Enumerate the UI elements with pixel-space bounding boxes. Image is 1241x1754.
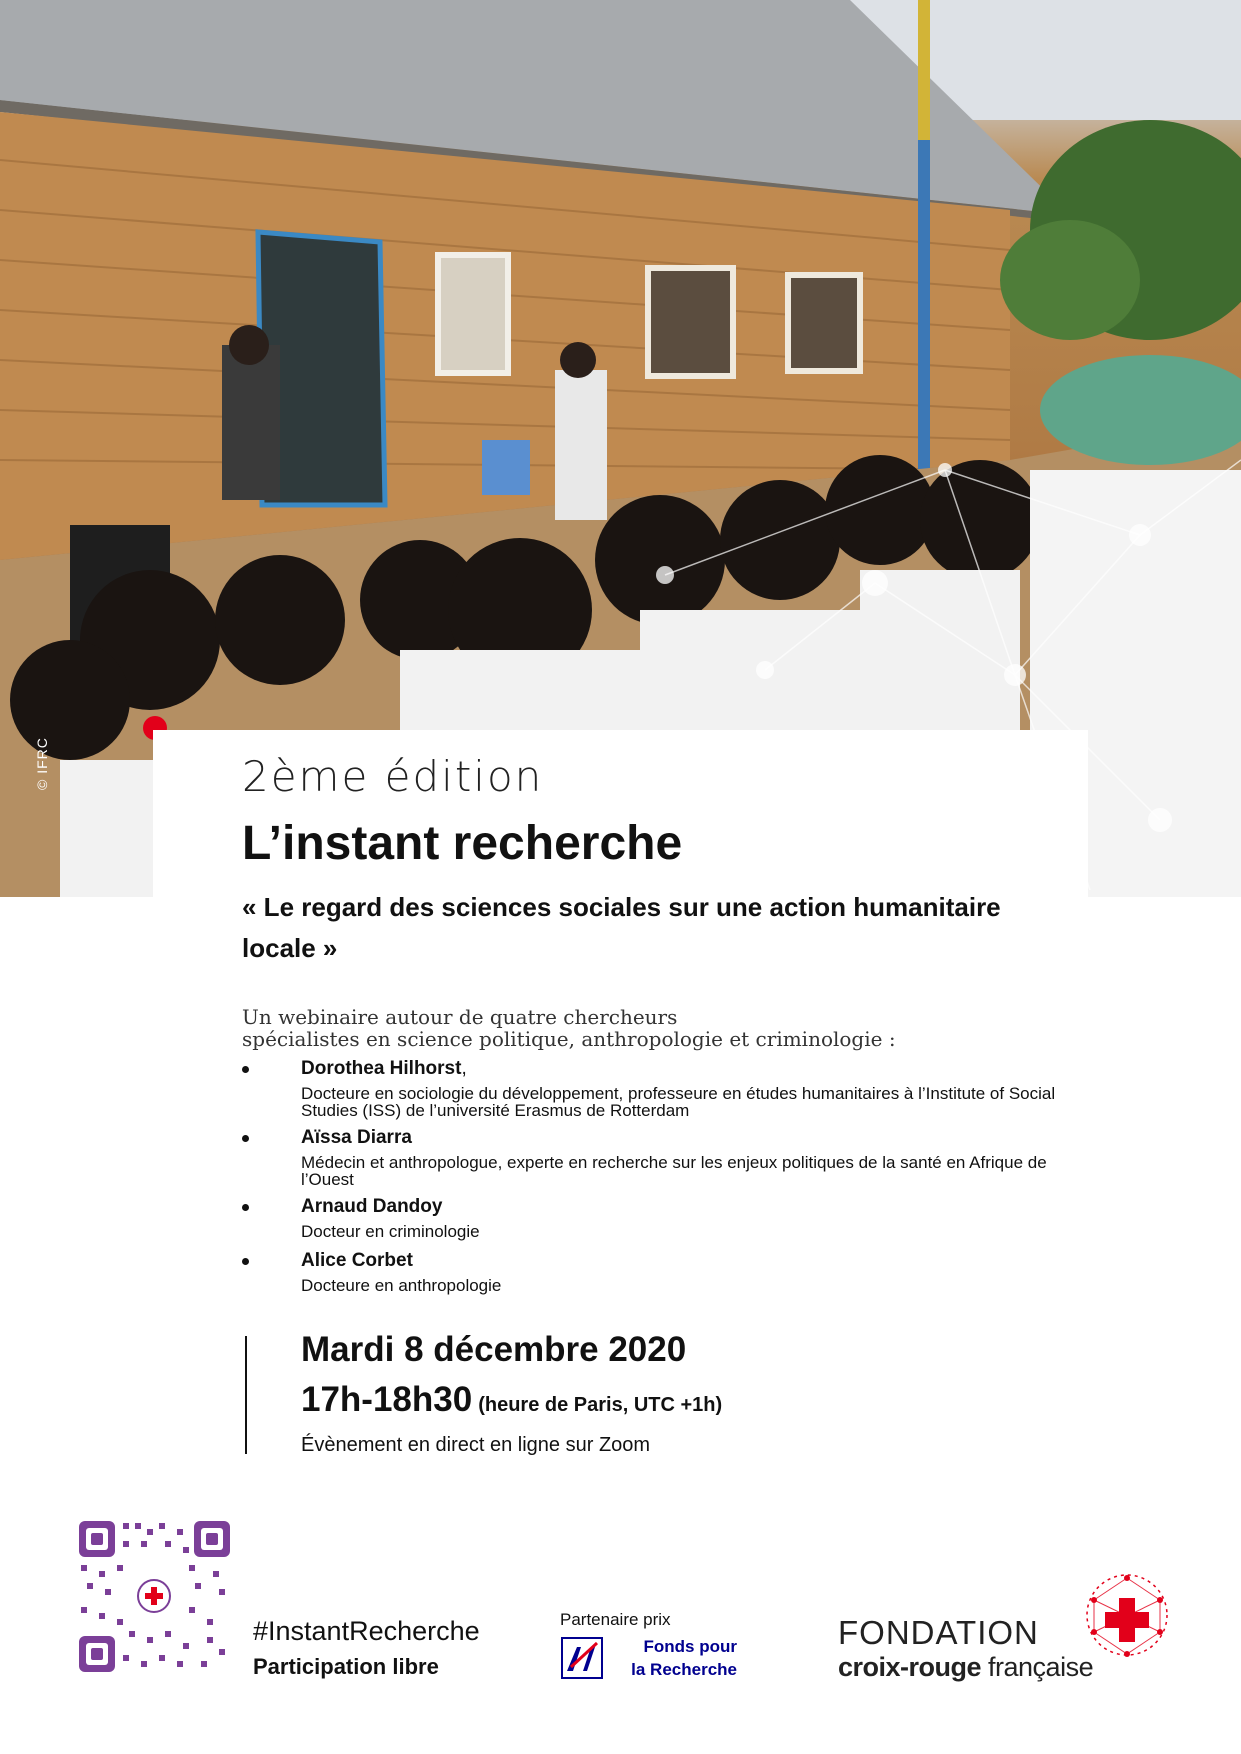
page-title: L’instant recherche: [242, 817, 683, 870]
bullet-icon: [242, 1204, 249, 1211]
qr-code-icon[interactable]: [79, 1521, 230, 1672]
speaker-item: [242, 1125, 1082, 1194]
speaker-name: Aïssa Diarra: [301, 1127, 412, 1148]
speaker-name-suffix: ,: [461, 1058, 467, 1079]
speaker-item: [242, 1194, 1082, 1248]
intro-text: [242, 1006, 896, 1050]
bullet-icon: [242, 1258, 249, 1265]
speaker-list: [242, 1056, 1082, 1302]
fondation-wordmark: FONDATION: [838, 1614, 1039, 1651]
speaker-item: [242, 1248, 1082, 1302]
speaker-description: Docteure en anthropologie: [301, 1276, 502, 1295]
edition-label: 2ème édition: [242, 752, 544, 801]
partner-name: [615, 1635, 737, 1681]
event-divider: [245, 1336, 247, 1454]
partner-name-line-1: Fonds pour: [643, 1637, 737, 1656]
photo-credit: © IFRC: [34, 737, 50, 790]
partner-label: Partenaire prix: [560, 1610, 671, 1629]
speaker-item: [242, 1056, 1082, 1125]
hashtag: #InstantRecherche: [253, 1616, 480, 1646]
event-time-note: (heure de Paris, UTC +1h): [478, 1394, 723, 1416]
bullet-icon: [242, 1066, 249, 1073]
participation-label: Participation libre: [253, 1654, 439, 1679]
speaker-name: Alice Corbet: [301, 1250, 413, 1271]
event-location: Évènement en direct en ligne sur Zoom: [301, 1434, 651, 1456]
intro-line-2: spécialistes en science politique, anthropologie et criminologie :: [242, 1027, 896, 1051]
page-subtitle: « Le regard des sciences sociales sur une action humanitaire locale »: [242, 892, 1001, 963]
francaise-text: française: [981, 1652, 1094, 1682]
event-time: [301, 1380, 722, 1420]
partner-name-line-2: la Recherche: [631, 1660, 737, 1679]
intro-line-1: Un webinaire autour de quatre chercheurs: [242, 1005, 678, 1029]
speaker-description: Médecin et anthropologue, experte en recherche sur les enjeux politiques de la santé en Afrique de l’Ouest: [301, 1153, 1047, 1189]
axa-logo-icon: [561, 1637, 603, 1679]
croix-rouge-logo-icon: [1082, 1570, 1172, 1660]
speaker-name: Dorothea Hilhorst: [301, 1058, 462, 1079]
event-time-range: 17h-18h30: [301, 1380, 473, 1419]
croix-rouge-bold: croix-rouge: [838, 1652, 982, 1682]
speaker-name: Arnaud Dandoy: [301, 1196, 443, 1217]
bullet-icon: [242, 1135, 249, 1142]
croix-rouge-wordmark: [838, 1652, 1093, 1683]
event-date: Mardi 8 décembre 2020: [301, 1330, 687, 1369]
speaker-description: Docteur en criminologie: [301, 1222, 480, 1241]
speaker-description: Docteure en sociologie du développement, professeure en études humanitaires à l’Institute of Social Studies (ISS) de l’université Erasmus de Rotterdam: [301, 1084, 1056, 1120]
